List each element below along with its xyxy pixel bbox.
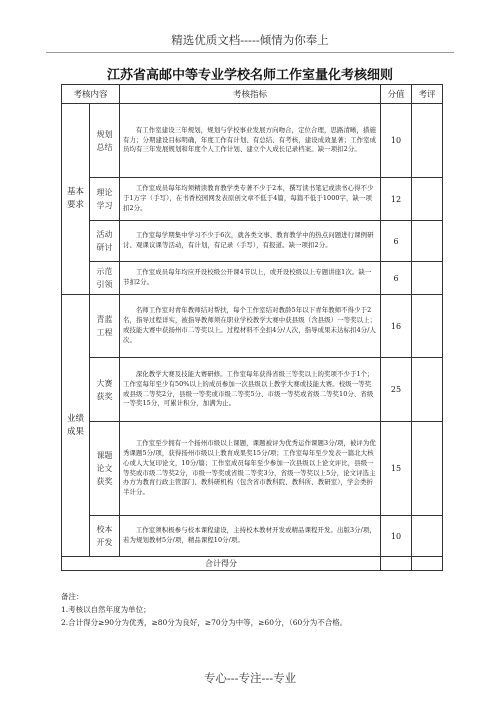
subcategory-cell: 活动 研讨 bbox=[90, 221, 120, 262]
remark-cell[interactable] bbox=[412, 516, 443, 557]
indicator-cell: 深化教学大赛及技能大赛研修。工作室每年获得省级三等奖以上的奖项不少于1个；工作室每年至少有50%以上的成员参加一次县级以上教学大赛或技能大赛。校级一等奖或县级二等奖2分，县级一等奖或市级二等奖5分、市级一等奖或省级二等奖10分、省级一等奖15分，可累计积分，加满为止。 bbox=[120, 358, 381, 422]
remark-cell[interactable] bbox=[412, 104, 443, 178]
score-cell: 10 bbox=[381, 104, 412, 178]
score-cell: 12 bbox=[381, 178, 412, 221]
subcategory-cell: 青蓝 工程 bbox=[90, 295, 120, 358]
total-remark-cell[interactable] bbox=[412, 557, 443, 571]
notes-block bbox=[61, 590, 461, 629]
subcategory-cell: 示范 引领 bbox=[90, 262, 120, 295]
table-header-row bbox=[62, 85, 443, 104]
table-row bbox=[62, 178, 443, 221]
header-score: 分值 bbox=[381, 85, 412, 104]
subcategory-cell: 大赛 获奖 bbox=[90, 358, 120, 422]
table-row bbox=[62, 422, 443, 516]
table-row bbox=[62, 358, 443, 422]
table-row bbox=[62, 221, 443, 262]
remark-cell[interactable] bbox=[412, 295, 443, 358]
header-indicator: 考核指标 bbox=[120, 85, 381, 104]
indicator-cell: 有工作室建设三年规划，规划与学校事业发展方向吻合，定位合理，思路清晰，措施有力；分期建设目标明确，年度工作有计划、有总结、有考核，建设成效显著；工作室成员均有三年发展规划和年度个人工作计划、建立个人成长记录档案。缺一项扣2分。 bbox=[120, 104, 381, 178]
total-label: 合计得分 bbox=[62, 557, 381, 571]
header-banner: 精选优质文档-----倾情为你奉上 bbox=[171, 33, 329, 47]
score-cell: 10 bbox=[381, 516, 412, 557]
total-row bbox=[62, 557, 443, 571]
indicator-cell: 工作室至少拥有一个扬州市级以上课题，课题被评为优秀运作课题3分/项，被评为优秀课题5分/项，获得扬州市级以上教育成果奖15分/项；工作室每年至少发表一篇北大核心或人大复印论文，10分/篇；工作室成员每年至少参加一次县级以上论文评比，县级一等奖或市级二等奖2分，市级一等奖或省级二等奖3分，省级一等奖以上5分，论文评选主办方为教育行政主管部门、教科研机构（包含省市教科院、教科所、教研室），学会类折半计分。 bbox=[120, 422, 381, 516]
table-row bbox=[62, 516, 443, 557]
indicator-cell: 工作室成员每年均应开设校级公开课4节以上，或开设校级以上专题讲座1次。缺一节扣2分。 bbox=[120, 262, 381, 295]
subcategory-cell: 课题 论文 获奖 bbox=[90, 422, 120, 516]
remark-cell[interactable] bbox=[412, 358, 443, 422]
subcategory-cell: 校本 开发 bbox=[90, 516, 120, 557]
score-cell: 16 bbox=[381, 295, 412, 358]
indicator-cell: 工作室须积极参与校本课程建设，主持校本教材开发或精品课程开发。出版3分/项，若为规划教材5分/项，精品课程10分/项。 bbox=[120, 516, 381, 557]
indicator-cell: 名师工作室对青年教师结对帮扶，每个工作室结对教龄5年以下青年教师不得少于2名，指导过程详实，被指导教师须在职业学校教学大赛中获县级（含县级）一等奖以上；或技能大赛中获扬州市二等奖以上。过程材料不全扣4分/人次，指导成果未达标扣4分/人次。 bbox=[120, 295, 381, 358]
table-row bbox=[62, 262, 443, 295]
remark-cell[interactable] bbox=[412, 422, 443, 516]
note-item: 2.合计得分≥90分为优秀，≥80分为良好，≥70分为中等，≥60分，（60分为不合格。 bbox=[61, 618, 348, 627]
category-basic: 基本 要求 bbox=[62, 104, 90, 295]
category-achievement: 业绩 成果 bbox=[62, 295, 90, 557]
table-row bbox=[62, 104, 443, 178]
score-cell: 25 bbox=[381, 358, 412, 422]
remark-cell[interactable] bbox=[412, 221, 443, 262]
score-cell: 6 bbox=[381, 262, 412, 295]
document-title: 江苏省高邮中等专业学校名师工作室量化考核细则 bbox=[106, 68, 393, 83]
header-content: 考核内容 bbox=[62, 85, 120, 104]
indicator-cell: 工作室每学期集中学习不少于6次，就各类文事、教育教学中的热点问题进行课例研讨、观课议课等活动，有计划，有记录（手写），有报道。缺一项扣2分。 bbox=[120, 221, 381, 262]
notes-label: 备注： bbox=[61, 592, 84, 601]
header-rule bbox=[46, 52, 454, 53]
score-cell: 15 bbox=[381, 422, 412, 516]
score-cell: 6 bbox=[381, 221, 412, 262]
remark-cell[interactable] bbox=[412, 262, 443, 295]
footer-banner: 专心---专注---专业 bbox=[203, 671, 297, 685]
indicator-cell: 工作室成员每年均须精读教育教学类专著不少于2本，撰写读书笔记或读书心得不少于1万字（手写），在书香校园网发表原创文章不低于4篇，每篇不低于1000字，缺一项扣2分。 bbox=[120, 178, 381, 221]
subcategory-cell: 理论 学习 bbox=[90, 178, 120, 221]
assessment-table bbox=[61, 84, 443, 571]
total-score-cell[interactable] bbox=[381, 557, 412, 571]
table-row bbox=[62, 295, 443, 358]
header-remark: 考评 bbox=[412, 85, 443, 104]
note-item: 1.考核以自然年度为单位； bbox=[61, 605, 151, 614]
remark-cell[interactable] bbox=[412, 178, 443, 221]
subcategory-cell: 规划 总结 bbox=[90, 104, 120, 178]
